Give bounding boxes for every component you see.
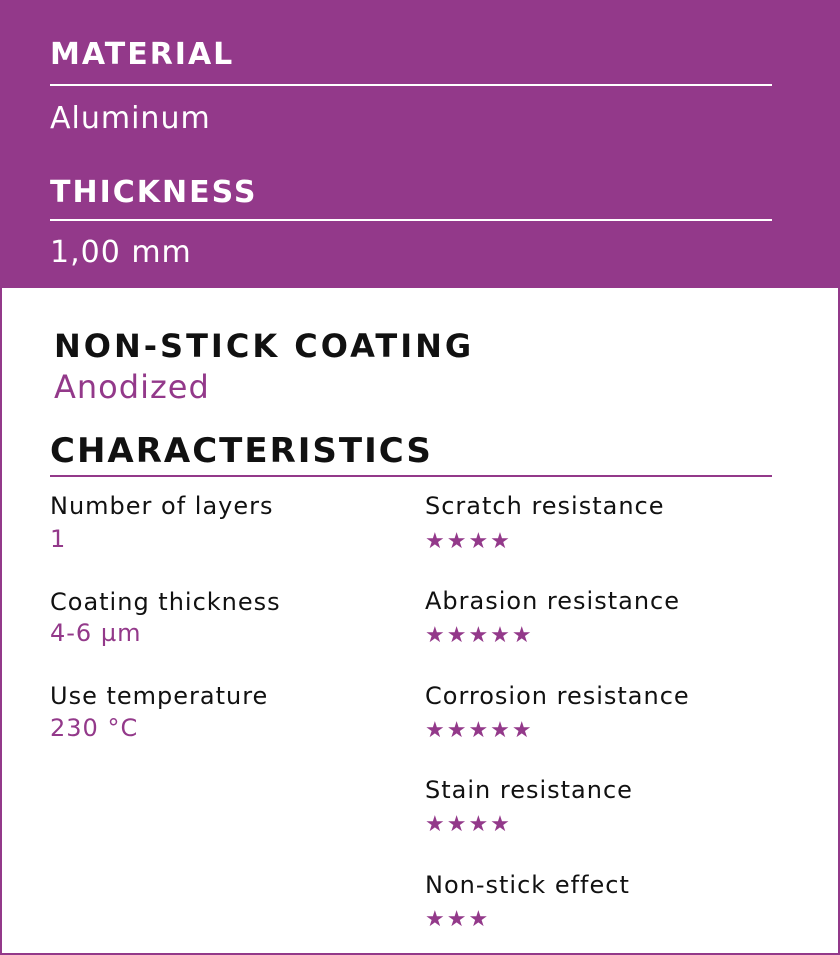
use-temperature-label: Use temperature <box>50 682 269 710</box>
characteristics-divider <box>50 475 772 477</box>
thickness-label: THICKNESS <box>50 175 258 210</box>
characteristics-title: CHARACTERISTICS <box>50 431 433 471</box>
number-of-layers-label: Number of layers <box>50 492 274 520</box>
number-of-layers-value: 1 <box>50 525 67 553</box>
thickness-value: 1,00 mm <box>50 235 192 270</box>
thickness-divider <box>50 219 772 221</box>
use-temperature-value: 230 °C <box>50 714 139 742</box>
non-stick-effect-label: Non-stick effect <box>425 871 630 899</box>
corrosion-resistance-label: Corrosion resistance <box>425 682 690 710</box>
stain-resistance-rating: ★★★★ <box>425 812 512 837</box>
stain-resistance-label: Stain resistance <box>425 776 633 804</box>
corrosion-resistance-rating: ★★★★★ <box>425 718 534 743</box>
coating-thickness-label: Coating thickness <box>50 588 281 616</box>
material-divider <box>50 84 772 86</box>
coating-value: Anodized <box>54 368 210 406</box>
abrasion-resistance-rating: ★★★★★ <box>425 623 534 648</box>
coating-thickness-value: 4-6 µm <box>50 619 142 647</box>
abrasion-resistance-label: Abrasion resistance <box>425 587 680 615</box>
scratch-resistance-rating: ★★★★ <box>425 529 512 554</box>
coating-label: NON-STICK COATING <box>54 327 475 365</box>
material-label: MATERIAL <box>50 37 235 72</box>
scratch-resistance-label: Scratch resistance <box>425 492 665 520</box>
non-stick-effect-rating: ★★★ <box>425 907 491 932</box>
material-value: Aluminum <box>50 101 211 136</box>
